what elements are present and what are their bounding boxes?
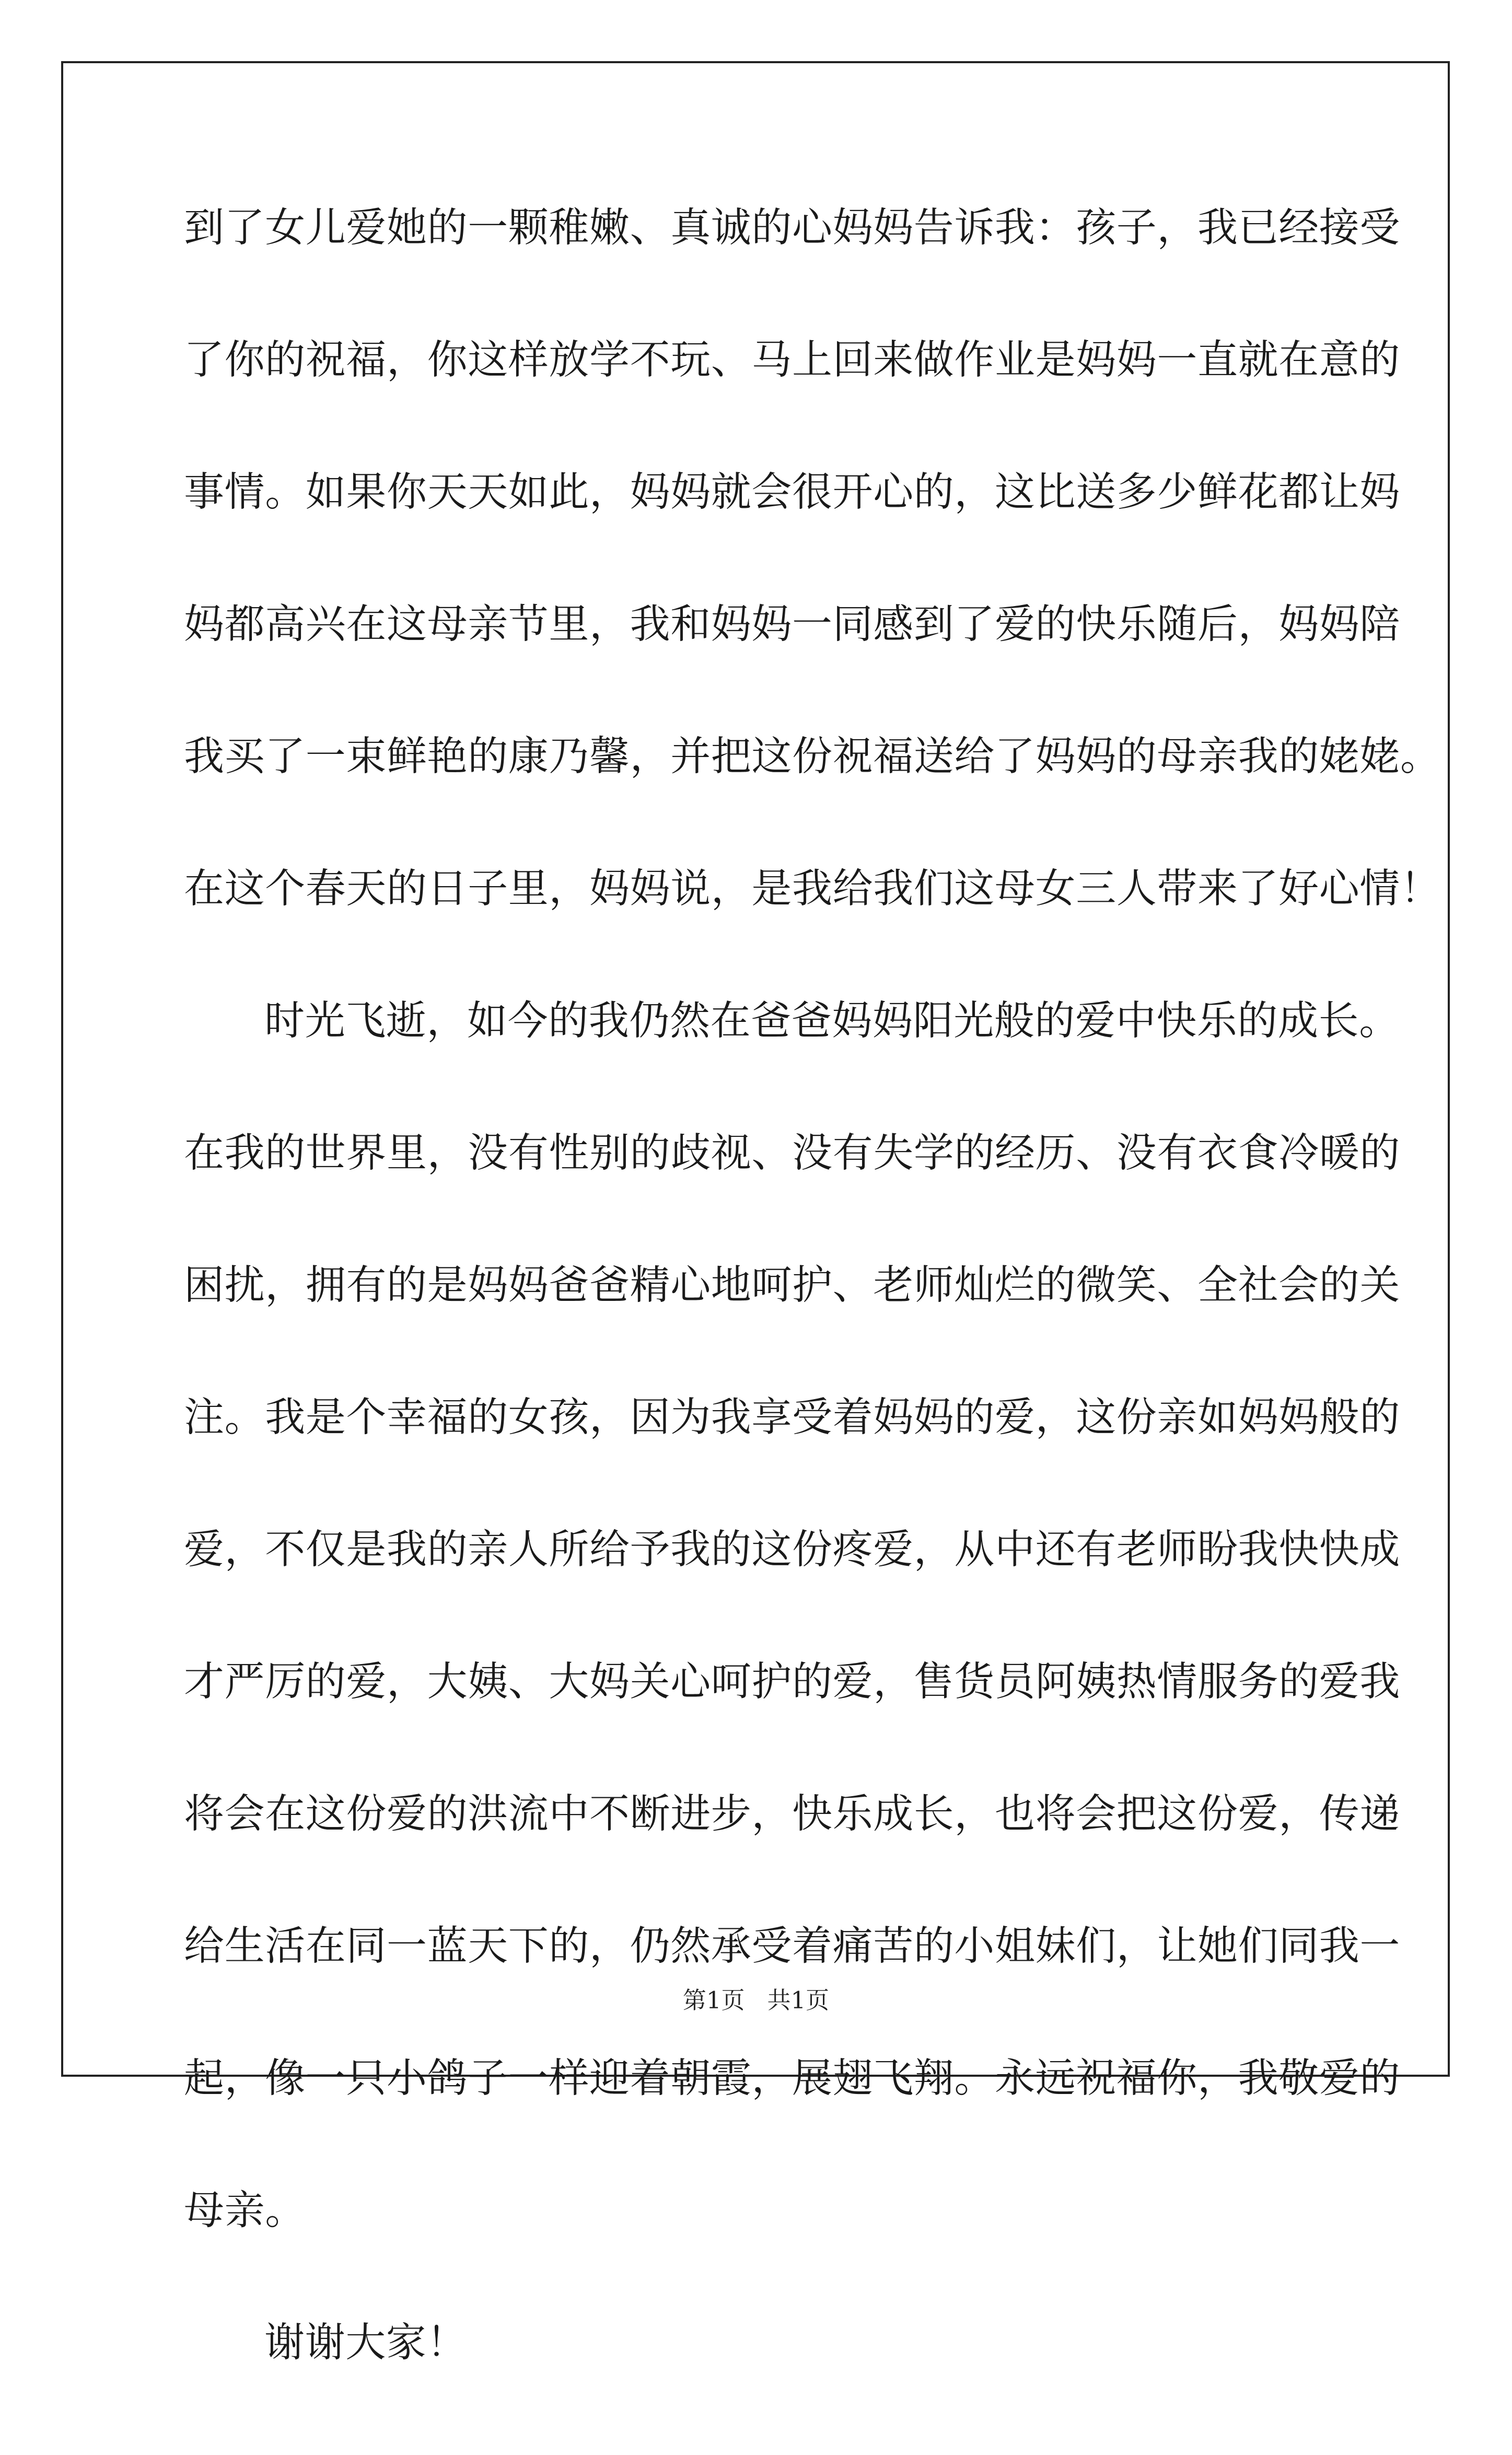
text-line: 母亲。 xyxy=(184,2188,306,2234)
text-line: 将会在这份爱的洪流中不断进步，快乐成长，也将会把这份爱，传递 xyxy=(184,1791,1400,1837)
text-line: 爱，不仅是我的亲人所给予我的这份疼爱，从中还有老师盼我快快成 xyxy=(184,1527,1400,1573)
text-line: 注。我是个幸福的女孩，因为我享受着妈妈的爱，这份亲如妈妈般的 xyxy=(184,1394,1400,1441)
closing-line: 谢谢大家！ xyxy=(264,2320,467,2366)
text-line: 事情。如果你天天如此，妈妈就会很开心的，这比送多少鲜花都让妈 xyxy=(184,469,1400,516)
text-line: 到了女儿爱她的一颗稚嫩、真诚的心妈妈告诉我：孩子，我已经接受 xyxy=(184,205,1400,251)
text-line: 在这个春天的日子里，妈妈说，是我给我们这母女三人带来了好心情！ xyxy=(184,866,1441,912)
text-line: 困扰，拥有的是妈妈爸爸精心地呵护、老师灿烂的微笑、全社会的关 xyxy=(184,1262,1400,1309)
document-body xyxy=(184,205,1441,2455)
text-line: 在我的世界里，没有性别的歧视、没有失学的经历、没有衣食冷暖的 xyxy=(184,1130,1400,1177)
text-line: 我买了一束鲜艳的康乃馨，并把这份祝福送给了妈妈的母亲我的姥姥。 xyxy=(184,734,1441,780)
page-footer: 第1页 共1页 xyxy=(682,1986,830,2014)
text-line: 了你的祝福，你这样放学不玩、马上回来做作业是妈妈一直就在意的 xyxy=(184,337,1400,383)
text-line: 时光飞逝，如今的我仍然在爸爸妈妈阳光般的爱中快乐的成长。 xyxy=(264,998,1400,1044)
text-line: 给生活在同一蓝天下的，仍然承受着痛苦的小姐妹们，让她们同我一 xyxy=(184,1923,1400,1970)
text-line: 妈都高兴在这母亲节里，我和妈妈一同感到了爱的快乐随后，妈妈陪 xyxy=(184,601,1400,648)
text-line: 起，像一只小鸽子一样迎着朝霞，展翅飞翔。永远祝福你，我敬爱的 xyxy=(184,2055,1400,2102)
text-line: 才严厉的爱，大姨、大妈关心呵护的爱，售货员阿姨热情服务的爱我 xyxy=(184,1659,1400,1705)
